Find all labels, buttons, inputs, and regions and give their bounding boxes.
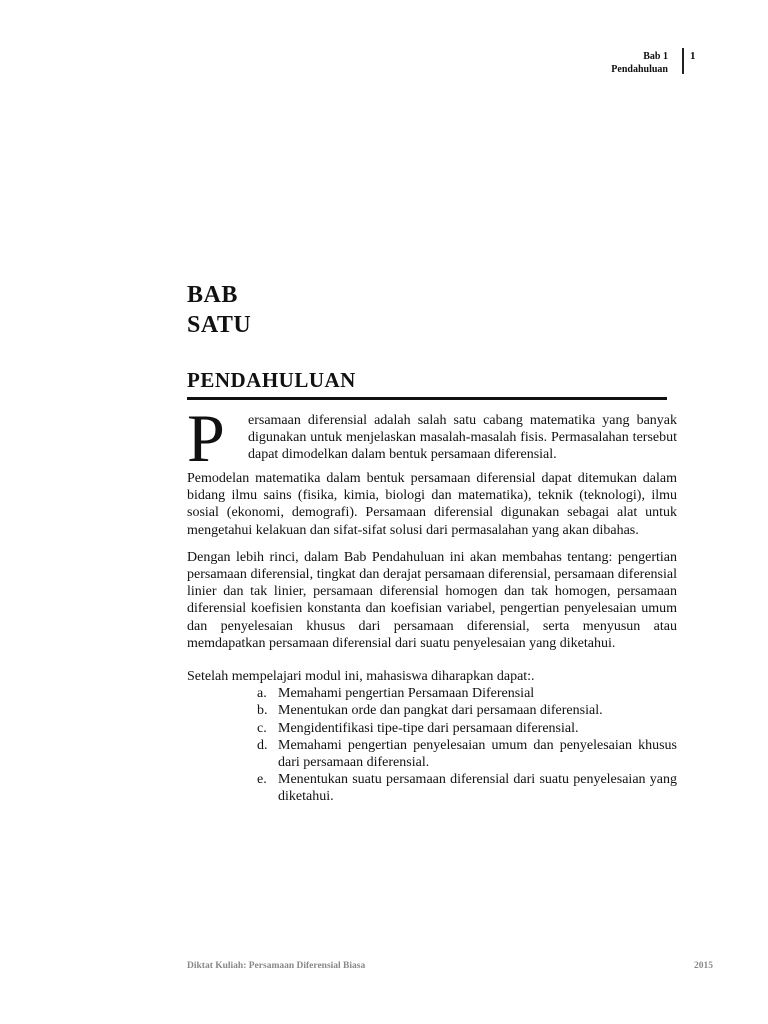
drop-cap: P — [187, 400, 225, 476]
objective-text: Memahami pengertian penyelesaian umum dan penyelesaian khusus dari persamaan diferensial. — [278, 737, 677, 771]
running-header — [611, 50, 674, 76]
objective-item — [187, 771, 677, 805]
objective-letter: a. — [257, 686, 267, 702]
chapter-label: BAB — [187, 282, 238, 308]
intro-paragraph-text: ersamaan diferensial adalah salah satu cabang matematika yang banyak digunakan untuk menjelaskan masalah-masalah fisis. Permasalahan tersebut dapat dimodelkan dalam bentuk persamaan diferensial. — [248, 413, 677, 463]
objective-item — [187, 685, 677, 702]
objective-letter: b. — [257, 703, 268, 719]
intro-paragraph — [187, 400, 677, 476]
objective-item — [187, 737, 677, 771]
objective-text: Menentukan suatu persamaan diferensial dari suatu penyelesaian yang diketahui. — [278, 772, 677, 805]
footer-year: 2015 — [694, 961, 713, 971]
objective-text: Mengidentifikasi tipe-tipe dari persamaan diferensial. — [278, 720, 579, 736]
objective-text: Menentukan orde dan pangkat dari persamaan diferensial. — [278, 703, 603, 719]
header-divider — [682, 48, 684, 74]
objective-item — [187, 702, 677, 719]
objective-letter: c. — [257, 720, 267, 736]
objectives-list — [187, 685, 677, 805]
footer-title: Diktat Kuliah: Persamaan Diferensial Biasa — [187, 961, 366, 971]
title-underline — [187, 397, 667, 400]
objective-item — [187, 720, 677, 737]
header-section: Pendahuluan — [611, 64, 668, 75]
chapter-title: PENDAHULUAN — [187, 368, 356, 392]
chapter-body — [187, 400, 677, 806]
page-number: 1 — [690, 50, 696, 62]
modeling-paragraph: Pemodelan matematika dalam bentuk persamaan diferensial dapat ditemukan dalam bidang ilmu sains (fisika, kimia, biologi dan matematika), teknik (teknologi), ilmu sosial (ekonomi, demografi). Persamaan diferensial digunakan sebagai alat untuk mengetahui kelakuan dan sifat-sifat solusi dari permasalahan yang akan dibahas. — [187, 471, 677, 538]
chapter-number: SATU — [187, 312, 252, 338]
objectives-intro: Setelah mempelajari modul ini, mahasiswa diharapkan dapat:. — [187, 669, 535, 685]
objective-letter: e. — [257, 772, 267, 788]
chapter-heading — [187, 280, 251, 340]
scope-paragraph: Dengan lebih rinci, dalam Bab Pendahuluan ini akan membahas tentang: pengertian persamaan diferensial, tingkat dan derajat persamaan diferensial, persamaan diferensial linier dan tak linier, persamaan diferensial homogen dan tak homogen, persamaan diferensial koefisien konstanta dan koefisian variabel, pengertian penyelesaian umum dan penyelesaian khusus dari persamaan diferensial, serta menyusun atau memdapatkan persamaan diferensial dari suatu penyelesaian yang diketahui. — [187, 549, 677, 651]
objective-text: Memahami pengertian Persamaan Diferensial — [278, 686, 535, 702]
objective-letter: d. — [257, 737, 268, 753]
header-chapter: Bab 1 — [643, 51, 668, 62]
